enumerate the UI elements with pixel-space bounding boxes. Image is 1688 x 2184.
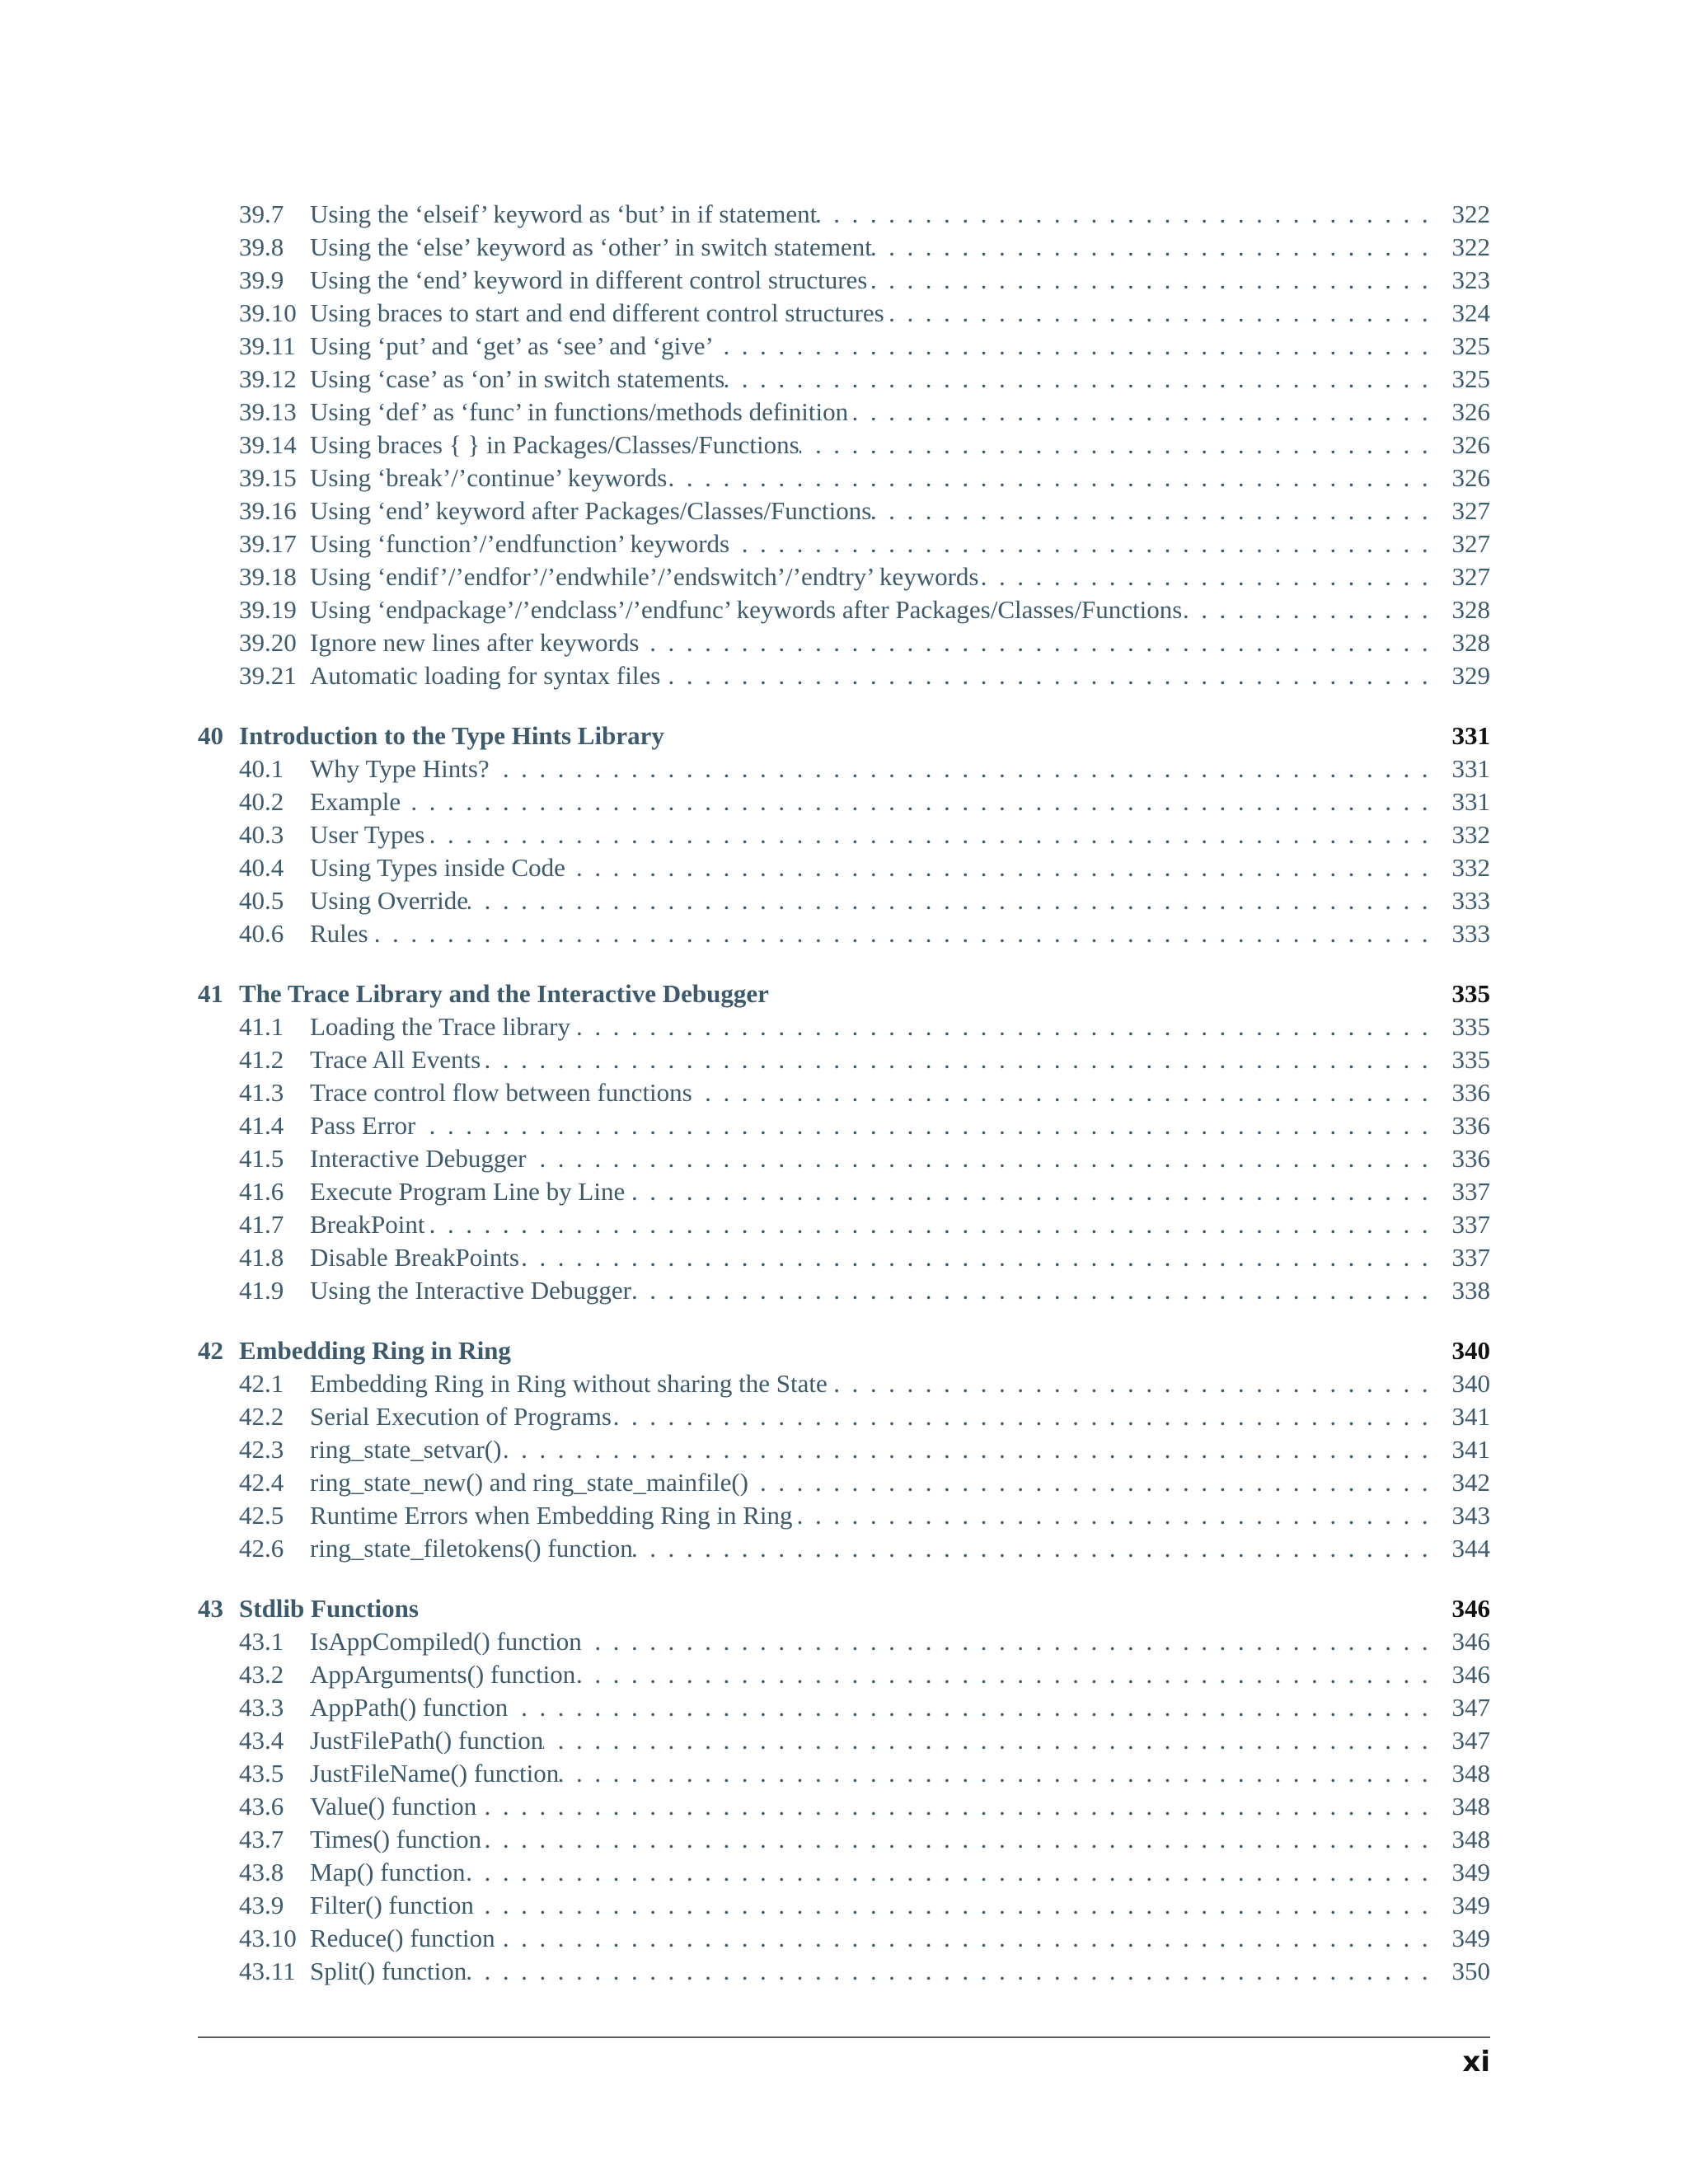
toc-entry-number: 39.10: [239, 298, 297, 327]
toc-entry-title: Disable BreakPoints: [310, 1243, 519, 1272]
toc-entry-page-number: 348: [1451, 1792, 1490, 1821]
dot-leader: [519, 1241, 1442, 1274]
dot-leader: [817, 198, 1442, 231]
toc-entry-title: Ignore new lines after keywords: [310, 628, 640, 657]
dot-leader: [508, 1691, 1442, 1724]
toc-entry-title: Automatic loading for syntax files: [310, 661, 661, 690]
toc-entry-page-number: 331: [1451, 721, 1490, 750]
toc-chapter-entry[interactable]: [198, 977, 1490, 1010]
dot-leader: [501, 1433, 1442, 1466]
toc-entry-title: Using the ‘else’ keyword as ‘other’ in switch statement: [310, 232, 872, 261]
dot-leader: [793, 1499, 1442, 1532]
dot-leader: [570, 1010, 1442, 1043]
dot-leader: [481, 1823, 1442, 1856]
toc-entry-title: Introduction to the Type Hints Library: [239, 721, 664, 750]
toc-entry-title: Trace All Events: [310, 1045, 481, 1074]
toc-entry-page-number: 348: [1451, 1759, 1490, 1788]
dot-leader: [667, 462, 1442, 494]
toc-entry-number: 43.6: [239, 1792, 284, 1821]
toc-section-entry[interactable]: [198, 1691, 1490, 1724]
toc-entry-page-number: 337: [1451, 1243, 1490, 1272]
toc-section-entry[interactable]: [198, 659, 1490, 692]
toc-entry-title: JustFileName() function: [310, 1759, 560, 1788]
toc-section-entry[interactable]: [198, 1757, 1490, 1790]
toc-entry-title: Using ‘def’ as ‘func’ in functions/methods definition: [310, 397, 849, 426]
toc-entry-page-number: 343: [1451, 1501, 1490, 1530]
dot-leader: [848, 396, 1442, 429]
toc-section-entry[interactable]: [198, 1274, 1490, 1307]
toc-entry-page-number: 322: [1451, 232, 1490, 261]
toc-entry-title: Using the ‘elseif’ keyword as ‘but’ in if statement: [310, 199, 818, 228]
toc-entry-number: 41.9: [239, 1276, 284, 1305]
toc-entry-title: Split() function: [310, 1957, 467, 1985]
toc-entry-page-number: 340: [1451, 1369, 1490, 1398]
dot-leader: [527, 1142, 1442, 1175]
toc-entry-title: Runtime Errors when Embedding Ring in Ring: [310, 1501, 793, 1530]
dot-leader: [424, 818, 1442, 851]
toc-entry-number: 41: [198, 979, 223, 1008]
dot-leader: [748, 1466, 1442, 1499]
toc-section-entry[interactable]: [198, 396, 1490, 429]
toc-section-entry[interactable]: [198, 1532, 1490, 1565]
toc-entry-title: IsAppCompiled() function: [310, 1627, 582, 1656]
toc-entry-page-number: 336: [1451, 1111, 1490, 1140]
toc-entry-title: User Types: [310, 820, 425, 849]
toc-section-entry[interactable]: [198, 494, 1490, 527]
dot-leader: [828, 1367, 1442, 1400]
toc-entry-number: 39.11: [239, 331, 296, 360]
toc-section-entry[interactable]: [198, 1109, 1490, 1142]
toc-section-entry[interactable]: [198, 593, 1490, 626]
dot-leader: [415, 1109, 1442, 1142]
toc-entry-number: 43.7: [239, 1825, 284, 1854]
toc-section-entry[interactable]: [198, 1367, 1490, 1400]
toc-section-entry[interactable]: [198, 1625, 1490, 1658]
toc-entry-number: 39.14: [239, 430, 297, 459]
toc-section-entry[interactable]: [198, 1208, 1490, 1241]
toc-section-entry[interactable]: [198, 1499, 1490, 1532]
toc-chapter-entry[interactable]: [198, 719, 1490, 752]
toc-entry-title: Value() function: [310, 1792, 477, 1821]
toc-section-entry[interactable]: [198, 462, 1490, 494]
toc-entry-title: Trace control flow between functions: [310, 1078, 692, 1107]
toc-entry-page-number: 341: [1451, 1435, 1490, 1464]
toc-entry-page-number: 350: [1451, 1957, 1490, 1985]
toc-entry-page-number: 341: [1451, 1402, 1490, 1431]
toc-entry-title: Using ‘case’ as ‘on’ in switch statements: [310, 364, 725, 393]
toc-entry-title: Using ‘function’/’endfunction’ keywords: [310, 529, 730, 558]
toc-entry-number: 43: [198, 1594, 223, 1623]
dot-leader: [660, 659, 1442, 692]
dot-leader: [481, 1043, 1442, 1076]
toc-entry-number: 42.1: [239, 1369, 284, 1398]
toc-entry-title: JustFilePath() function: [310, 1726, 544, 1755]
toc-entry-page-number: 346: [1451, 1627, 1490, 1656]
toc-entry-page-number: 347: [1451, 1726, 1490, 1755]
toc-section-entry[interactable]: [198, 1142, 1490, 1175]
toc-entry-page-number: 349: [1451, 1924, 1490, 1952]
toc-entry-page-number: 349: [1451, 1858, 1490, 1886]
toc-entry-page-number: 328: [1451, 595, 1490, 624]
toc-entry-title: Using ‘end’ keyword after Packages/Classes/Functions: [310, 496, 872, 525]
toc-entry-page-number: 348: [1451, 1825, 1490, 1854]
toc-entry-page-number: 340: [1451, 1336, 1490, 1365]
toc-entry-title: Why Type Hints?: [310, 754, 490, 783]
toc-chapter-entry[interactable]: [198, 1334, 1490, 1367]
dot-leader: [565, 851, 1442, 884]
dot-leader: [612, 1400, 1442, 1433]
toc-entry-page-number: 338: [1451, 1276, 1490, 1305]
toc-entry-page-number: 349: [1451, 1891, 1490, 1919]
toc-section-entry[interactable]: [198, 1658, 1490, 1691]
toc-section-entry[interactable]: [198, 560, 1490, 593]
toc-entry-number: 40.1: [239, 754, 284, 783]
dot-leader: [692, 1076, 1442, 1109]
toc-entry-number: 41.4: [239, 1111, 284, 1140]
dot-leader: [633, 1532, 1442, 1565]
dot-leader: [884, 297, 1442, 330]
toc-entry-page-number: 327: [1451, 496, 1490, 525]
toc-entry-number: 40.5: [239, 886, 284, 915]
toc-entry-title: Using ‘put’ and ‘get’ as ‘see’ and ‘give’: [310, 331, 714, 360]
toc-entry-title: Pass Error: [310, 1111, 416, 1140]
toc-entry-title: Using the Interactive Debugger: [310, 1276, 631, 1305]
dot-leader: [639, 626, 1442, 659]
toc-entry-title: The Trace Library and the Interactive Debugger: [239, 979, 769, 1008]
toc-section-entry[interactable]: [198, 198, 1490, 231]
toc-entry-page-number: 322: [1451, 199, 1490, 228]
toc-entry-number: 39.12: [239, 364, 297, 393]
dot-leader: [1182, 593, 1442, 626]
toc-entry-page-number: 332: [1451, 853, 1490, 882]
toc-entry-number: 43.11: [239, 1957, 296, 1985]
toc-entry-title: Rules: [310, 919, 368, 948]
dot-leader: [401, 785, 1442, 818]
toc-section-entry[interactable]: [198, 1889, 1490, 1922]
toc-entry-number: 43.5: [239, 1759, 284, 1788]
dot-leader: [714, 330, 1442, 363]
toc-section-entry[interactable]: [198, 1955, 1490, 1988]
toc-entry-number: 43.1: [239, 1627, 284, 1656]
toc-section-entry[interactable]: [198, 264, 1490, 297]
toc-entry-page-number: 325: [1451, 364, 1490, 393]
toc-entry-page-number: 342: [1451, 1468, 1490, 1497]
table-of-contents: [198, 198, 1490, 1988]
toc-entry-title: Map() function: [310, 1858, 466, 1886]
toc-entry-number: 39.15: [239, 463, 297, 492]
toc-entry-page-number: 331: [1451, 754, 1490, 783]
toc-entry-title: BreakPoint: [310, 1210, 425, 1239]
toc-entry-page-number: 329: [1451, 661, 1490, 690]
toc-entry-number: 42: [198, 1336, 223, 1365]
dot-leader: [872, 231, 1442, 264]
toc-entry-page-number: 336: [1451, 1144, 1490, 1173]
dot-leader: [543, 1724, 1442, 1757]
toc-entry-page-number: 326: [1451, 463, 1490, 492]
toc-section-entry[interactable]: [198, 330, 1490, 363]
toc-section-entry[interactable]: [198, 818, 1490, 851]
footer-page-number: xi: [1462, 2046, 1490, 2079]
toc-section-entry[interactable]: [198, 626, 1490, 659]
toc-entry-page-number: 347: [1451, 1693, 1490, 1722]
toc-entry-page-number: 327: [1451, 562, 1490, 591]
dot-leader: [729, 527, 1442, 560]
toc-entry-title: Using Override: [310, 886, 468, 915]
toc-entry-title: Filter() function: [310, 1891, 474, 1919]
toc-entry-number: 43.3: [239, 1693, 284, 1722]
toc-entry-page-number: 326: [1451, 430, 1490, 459]
dot-leader: [495, 1922, 1442, 1955]
toc-entry-title: Using the ‘end’ keyword in different control structures: [310, 265, 868, 294]
toc-section-entry[interactable]: [198, 1175, 1490, 1208]
toc-entry-number: 39.8: [239, 232, 284, 261]
toc-entry-number: 41.8: [239, 1243, 284, 1272]
toc-entry-number: 43.2: [239, 1660, 284, 1689]
toc-entry-page-number: 335: [1451, 979, 1490, 1008]
toc-section-entry[interactable]: [198, 1043, 1490, 1076]
toc-entry-title: Using braces { } in Packages/Classes/Functions: [310, 430, 799, 459]
toc-entry-title: Times() function: [310, 1825, 482, 1854]
toc-entry-number: 39.7: [239, 199, 284, 228]
toc-section-entry[interactable]: [198, 527, 1490, 560]
toc-entry-number: 39.13: [239, 397, 297, 426]
toc-entry-number: 42.2: [239, 1402, 284, 1431]
toc-entry-page-number: 336: [1451, 1078, 1490, 1107]
toc-entry-page-number: 332: [1451, 820, 1490, 849]
toc-entry-number: 40: [198, 721, 223, 750]
toc-section-entry[interactable]: [198, 1466, 1490, 1499]
dot-leader: [625, 1175, 1442, 1208]
toc-section-entry[interactable]: [198, 1922, 1490, 1955]
toc-section-entry[interactable]: [198, 917, 1490, 950]
toc-entry-page-number: 331: [1451, 787, 1490, 816]
toc-section-entry[interactable]: [198, 429, 1490, 462]
toc-section-entry[interactable]: [198, 231, 1490, 264]
toc-entry-title: AppPath() function: [310, 1693, 509, 1722]
dot-leader: [490, 752, 1442, 785]
dot-leader: [474, 1889, 1442, 1922]
toc-entry-page-number: 333: [1451, 919, 1490, 948]
toc-entry-title: Using braces to start and end different control structures: [310, 298, 884, 327]
toc-entry-number: 39.16: [239, 496, 297, 525]
dot-leader: [425, 1208, 1443, 1241]
dot-leader: [467, 1955, 1442, 1988]
toc-section-entry[interactable]: [198, 884, 1490, 917]
toc-section-entry[interactable]: [198, 752, 1490, 785]
toc-entry-page-number: 337: [1451, 1210, 1490, 1239]
toc-entry-page-number: 323: [1451, 265, 1490, 294]
toc-entry-number: 39.9: [239, 265, 284, 294]
dot-leader: [582, 1625, 1442, 1658]
toc-entry-page-number: 346: [1451, 1660, 1490, 1689]
dot-leader: [466, 1856, 1442, 1889]
toc-entry-number: 39.20: [239, 628, 297, 657]
toc-entry-title: Serial Execution of Programs: [310, 1402, 612, 1431]
toc-entry-title: ring_state_setvar(): [310, 1435, 502, 1464]
toc-entry-number: 40.6: [239, 919, 284, 948]
toc-entry-title: Stdlib Functions: [239, 1594, 419, 1623]
toc-entry-number: 42.5: [239, 1501, 284, 1530]
dot-leader: [559, 1757, 1442, 1790]
toc-entry-number: 39.21: [239, 661, 297, 690]
toc-section-entry[interactable]: [198, 1724, 1490, 1757]
toc-section-entry[interactable]: [198, 1400, 1490, 1433]
toc-entry-page-number: 326: [1451, 397, 1490, 426]
toc-entry-number: 40.3: [239, 820, 284, 849]
toc-entry-title: Using ‘endif’/’endfor’/’endwhile’/’endswitch’/’endtry’ keywords: [310, 562, 979, 591]
toc-entry-page-number: 344: [1451, 1534, 1490, 1563]
toc-entry-title: Execute Program Line by Line: [310, 1177, 626, 1206]
dot-leader: [575, 1658, 1442, 1691]
toc-entry-title: Loading the Trace library: [310, 1012, 570, 1041]
toc-section-entry[interactable]: [198, 785, 1490, 818]
toc-entry-page-number: 337: [1451, 1177, 1490, 1206]
toc-entry-title: Interactive Debugger: [310, 1144, 527, 1173]
toc-entry-page-number: 327: [1451, 529, 1490, 558]
toc-entry-page-number: 325: [1451, 331, 1490, 360]
dot-leader: [468, 884, 1442, 917]
dot-leader: [724, 363, 1442, 396]
toc-entry-number: 42.4: [239, 1468, 284, 1497]
toc-entry-number: 39.17: [239, 529, 297, 558]
toc-entry-page-number: 324: [1451, 298, 1490, 327]
toc-entry-title: Using ‘break’/’continue’ keywords: [310, 463, 668, 492]
dot-leader: [476, 1790, 1442, 1823]
toc-entry-page-number: 335: [1451, 1045, 1490, 1074]
toc-entry-number: 41.1: [239, 1012, 284, 1041]
toc-entry-title: ring_state_filetokens() function: [310, 1534, 633, 1563]
toc-section-entry[interactable]: [198, 1433, 1490, 1466]
toc-entry-title: AppArguments() function: [310, 1660, 576, 1689]
toc-entry-page-number: 333: [1451, 886, 1490, 915]
toc-entry-title: Embedding Ring in Ring without sharing the State: [310, 1369, 828, 1398]
toc-section-entry[interactable]: [198, 363, 1490, 396]
toc-entry-title: Using ‘endpackage’/’endclass’/’endfunc’ keywords after Packages/Classes/Functions: [310, 595, 1183, 624]
toc-chapter-entry[interactable]: [198, 1592, 1490, 1625]
toc-entry-title: Embedding Ring in Ring: [239, 1336, 511, 1365]
dot-leader: [799, 429, 1442, 462]
toc-section-entry[interactable]: [198, 1241, 1490, 1274]
dot-leader: [871, 494, 1442, 527]
toc-entry-number: 41.3: [239, 1078, 284, 1107]
toc-entry-number: 43.10: [239, 1924, 297, 1952]
toc-entry-title: Example: [310, 787, 401, 816]
toc-entry-number: 41.2: [239, 1045, 284, 1074]
dot-leader: [867, 264, 1442, 297]
toc-entry-number: 42.3: [239, 1435, 284, 1464]
toc-section-entry[interactable]: [198, 1823, 1490, 1856]
toc-entry-title: ring_state_new() and ring_state_mainfile(): [310, 1468, 748, 1497]
toc-section-entry[interactable]: [198, 851, 1490, 884]
toc-entry-number: 41.5: [239, 1144, 284, 1173]
toc-section-entry[interactable]: [198, 297, 1490, 330]
dot-leader: [631, 1274, 1442, 1307]
toc-entry-page-number: 335: [1451, 1012, 1490, 1041]
footer-rule: [198, 2036, 1490, 2038]
toc-entry-page-number: 346: [1451, 1594, 1490, 1623]
toc-entry-number: 43.9: [239, 1891, 284, 1919]
toc-entry-number: 40.4: [239, 853, 284, 882]
toc-entry-number: 42.6: [239, 1534, 284, 1563]
toc-entry-number: 39.18: [239, 562, 297, 591]
toc-entry-number: 41.7: [239, 1210, 284, 1239]
toc-section-entry[interactable]: [198, 1076, 1490, 1109]
toc-entry-page-number: 328: [1451, 628, 1490, 657]
toc-section-entry[interactable]: [198, 1856, 1490, 1889]
toc-entry-number: 43.4: [239, 1726, 284, 1755]
toc-entry-title: Using Types inside Code: [310, 853, 565, 882]
toc-entry-title: Reduce() function: [310, 1924, 495, 1952]
toc-entry-number: 41.6: [239, 1177, 284, 1206]
dot-leader: [368, 917, 1442, 950]
toc-entry-number: 39.19: [239, 595, 297, 624]
toc-section-entry[interactable]: [198, 1010, 1490, 1043]
toc-entry-number: 40.2: [239, 787, 284, 816]
toc-section-entry[interactable]: [198, 1790, 1490, 1823]
dot-leader: [978, 560, 1442, 593]
toc-entry-number: 43.8: [239, 1858, 284, 1886]
